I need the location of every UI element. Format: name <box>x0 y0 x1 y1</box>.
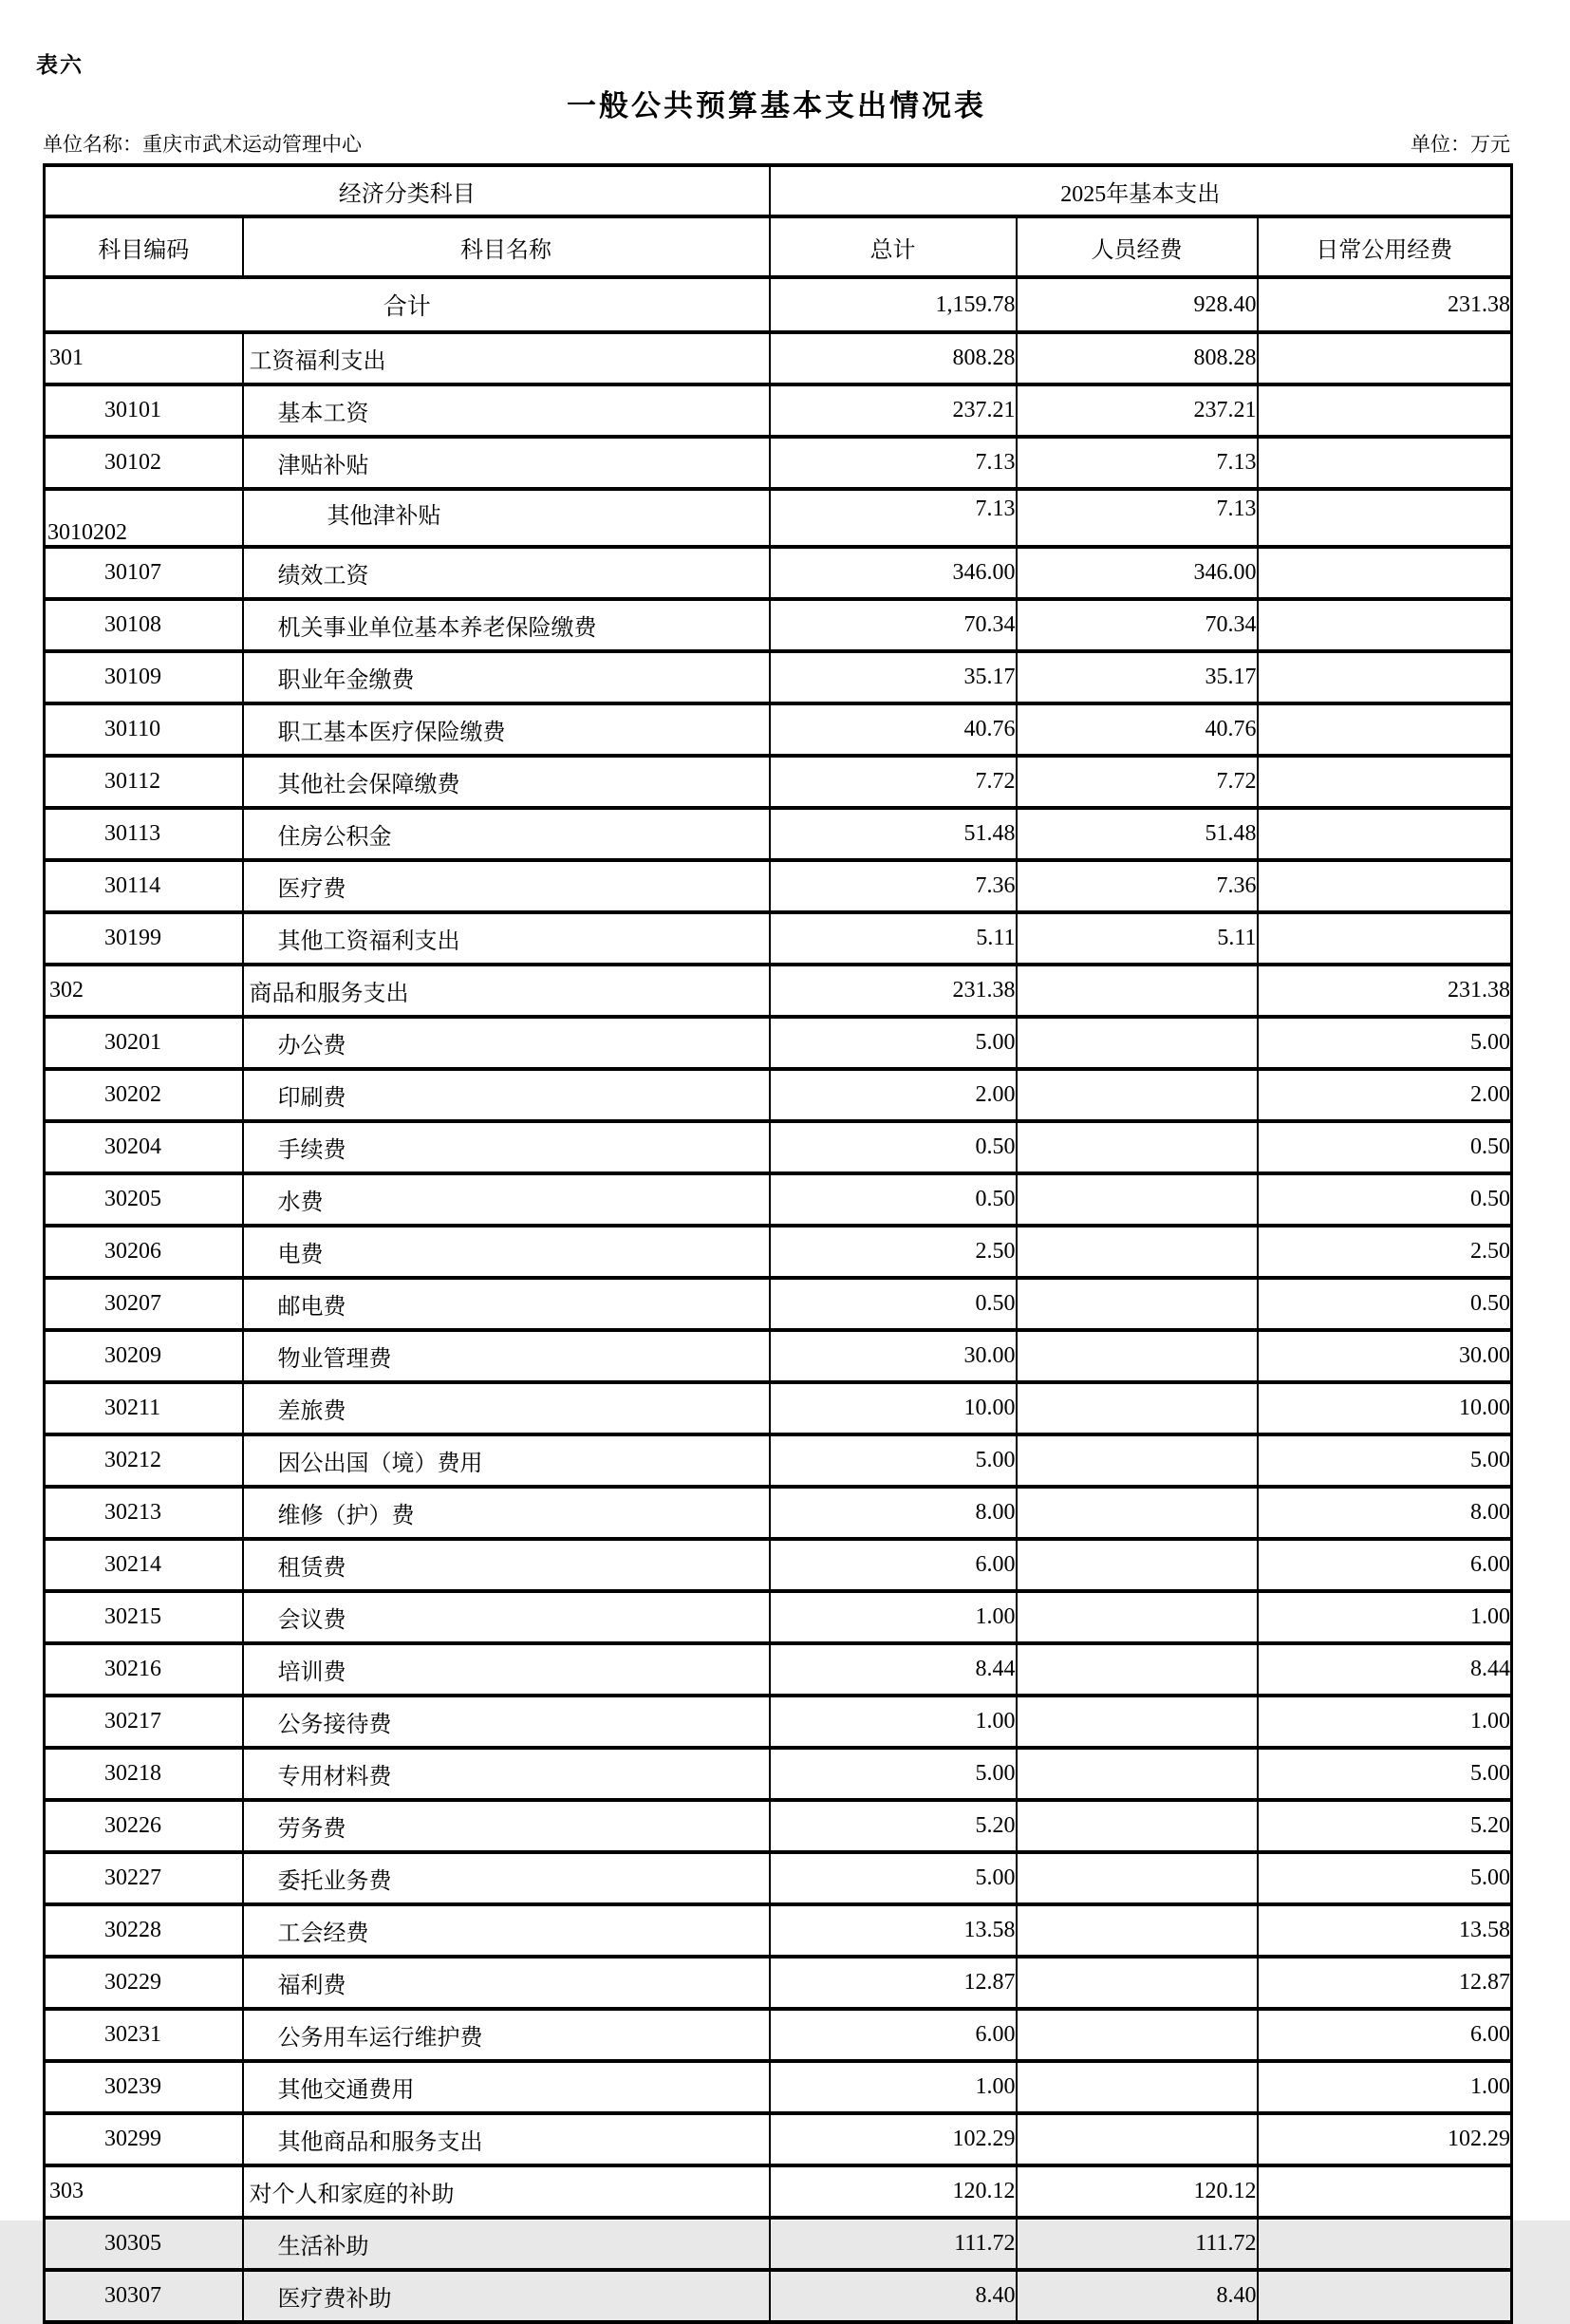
daily-cell: 231.38 <box>1258 965 1512 1017</box>
unit-of-measure-label: 单位：万元 <box>1411 133 1510 156</box>
personnel-cell: 111.72 <box>1017 2218 1258 2270</box>
subject-code-cell: 30299 <box>45 2113 243 2165</box>
subject-code-cell: 30305 <box>45 2218 243 2270</box>
total-cell: 120.12 <box>770 2165 1017 2218</box>
daily-cell <box>1258 703 1512 756</box>
subject-name-cell: 住房公积金 <box>243 808 770 860</box>
subject-name-cell: 绩效工资 <box>243 547 770 599</box>
personnel-cell <box>1017 1643 1258 1696</box>
subject-name-cell: 生活补助 <box>243 2218 770 2270</box>
subject-name-cell: 办公费 <box>243 1017 770 1069</box>
table-body <box>45 277 1512 2322</box>
subject-code-cell: 30206 <box>45 1226 243 1278</box>
daily-cell: 8.00 <box>1258 1487 1512 1539</box>
subject-name-cell: 其他津补贴 <box>243 489 770 547</box>
table-row <box>45 1121 1512 1173</box>
daily-cell: 13.58 <box>1258 1904 1512 1957</box>
daily-cell: 10.00 <box>1258 1382 1512 1434</box>
table-row <box>45 1330 1512 1382</box>
personnel-cell: 120.12 <box>1017 2165 1258 2218</box>
subject-code-cell: 30212 <box>45 1434 243 1487</box>
subject-code-cell: 30239 <box>45 2061 243 2113</box>
table-row <box>45 1434 1512 1487</box>
total-cell: 6.00 <box>770 1539 1017 1591</box>
table-row <box>45 1382 1512 1434</box>
grand-total-label: 合计 <box>45 277 770 332</box>
subject-name-cell: 维修（护）费 <box>243 1487 770 1539</box>
daily-cell <box>1258 860 1512 912</box>
personnel-cell <box>1017 1957 1258 2009</box>
table-row <box>45 1017 1512 1069</box>
table-row <box>45 912 1512 965</box>
header-2025-basic-expenditure: 2025年基本支出 <box>770 165 1512 216</box>
daily-cell: 5.00 <box>1258 1017 1512 1069</box>
subject-name-cell: 医疗费补助 <box>243 2270 770 2322</box>
personnel-cell <box>1017 1330 1258 1382</box>
total-cell: 5.00 <box>770 1434 1017 1487</box>
daily-cell <box>1258 489 1512 547</box>
subject-name-cell: 机关事业单位基本养老保险缴费 <box>243 599 770 651</box>
total-cell: 8.40 <box>770 2270 1017 2322</box>
table-row <box>45 384 1512 437</box>
header-subject-code: 科目编码 <box>45 216 243 277</box>
personnel-cell <box>1017 2009 1258 2061</box>
subject-code-cell: 30209 <box>45 1330 243 1382</box>
total-cell: 7.72 <box>770 756 1017 808</box>
personnel-cell <box>1017 1382 1258 1434</box>
personnel-cell <box>1017 1017 1258 1069</box>
subject-name-cell: 其他社会保障缴费 <box>243 756 770 808</box>
header-economic-classification: 经济分类科目 <box>45 165 770 216</box>
total-cell: 7.13 <box>770 489 1017 547</box>
subject-code-cell: 30112 <box>45 756 243 808</box>
subject-name-cell: 医疗费 <box>243 860 770 912</box>
personnel-cell: 346.00 <box>1017 547 1258 599</box>
subject-code-cell: 303 <box>45 2165 243 2218</box>
total-cell: 102.29 <box>770 2113 1017 2165</box>
subject-name-cell: 福利费 <box>243 1957 770 2009</box>
subject-name-cell: 印刷费 <box>243 1069 770 1121</box>
table-row <box>45 1173 1512 1226</box>
total-cell: 346.00 <box>770 547 1017 599</box>
subject-name-cell: 对个人和家庭的补助 <box>243 2165 770 2218</box>
daily-cell <box>1258 808 1512 860</box>
daily-cell: 102.29 <box>1258 2113 1512 2165</box>
subject-code-cell: 30216 <box>45 1643 243 1696</box>
subject-code-cell: 30109 <box>45 651 243 703</box>
total-cell: 5.00 <box>770 1017 1017 1069</box>
page-title: 一般公共预算基本支出情况表 <box>567 89 986 122</box>
daily-cell: 5.00 <box>1258 1434 1512 1487</box>
header-total: 总计 <box>770 216 1017 277</box>
table-row <box>45 1696 1512 1748</box>
subject-name-cell: 因公出国（境）费用 <box>243 1434 770 1487</box>
table-row <box>45 2218 1512 2270</box>
daily-cell <box>1258 2218 1512 2270</box>
personnel-cell <box>1017 965 1258 1017</box>
daily-cell: 12.87 <box>1258 1957 1512 2009</box>
personnel-cell <box>1017 1539 1258 1591</box>
subject-code-cell: 30231 <box>45 2009 243 2061</box>
subject-code-cell: 30227 <box>45 1852 243 1904</box>
subject-name-cell: 租赁费 <box>243 1539 770 1591</box>
total-cell: 51.48 <box>770 808 1017 860</box>
total-cell: 7.13 <box>770 437 1017 489</box>
total-cell: 70.34 <box>770 599 1017 651</box>
personnel-cell <box>1017 1696 1258 1748</box>
subject-name-cell: 工会经费 <box>243 1904 770 1957</box>
subject-name-cell: 劳务费 <box>243 1800 770 1852</box>
total-cell: 5.11 <box>770 912 1017 965</box>
personnel-cell <box>1017 1852 1258 1904</box>
grand-total-total: 1,159.78 <box>770 277 1017 332</box>
daily-cell: 2.00 <box>1258 1069 1512 1121</box>
meta-row <box>43 129 1510 158</box>
total-cell: 40.76 <box>770 703 1017 756</box>
table-row <box>45 547 1512 599</box>
daily-cell <box>1258 437 1512 489</box>
total-cell: 2.00 <box>770 1069 1017 1121</box>
subject-name-cell: 差旅费 <box>243 1382 770 1434</box>
table-row <box>45 1591 1512 1643</box>
personnel-cell <box>1017 2061 1258 2113</box>
personnel-cell <box>1017 1278 1258 1330</box>
subject-code-cell: 30211 <box>45 1382 243 1434</box>
subject-code-cell: 30213 <box>45 1487 243 1539</box>
subject-name-cell: 专用材料费 <box>243 1748 770 1800</box>
subject-code-cell: 30218 <box>45 1748 243 1800</box>
total-cell: 808.28 <box>770 332 1017 384</box>
total-cell: 5.00 <box>770 1852 1017 1904</box>
subject-code-cell: 30108 <box>45 599 243 651</box>
total-cell: 10.00 <box>770 1382 1017 1434</box>
table-row <box>45 437 1512 489</box>
personnel-cell <box>1017 1069 1258 1121</box>
daily-cell: 0.50 <box>1258 1278 1512 1330</box>
daily-cell: 0.50 <box>1258 1173 1512 1226</box>
personnel-cell: 237.21 <box>1017 384 1258 437</box>
total-cell: 13.58 <box>770 1904 1017 1957</box>
personnel-cell <box>1017 1121 1258 1173</box>
table-row <box>45 599 1512 651</box>
daily-cell: 0.50 <box>1258 1121 1512 1173</box>
total-cell: 8.44 <box>770 1643 1017 1696</box>
total-cell: 2.50 <box>770 1226 1017 1278</box>
table-row <box>45 756 1512 808</box>
personnel-cell: 7.13 <box>1017 437 1258 489</box>
header-group-row <box>45 165 1512 216</box>
grand-total-row <box>45 277 1512 332</box>
personnel-cell <box>1017 1434 1258 1487</box>
personnel-cell <box>1017 1800 1258 1852</box>
subject-name-cell: 水费 <box>243 1173 770 1226</box>
subject-name-cell: 公务用车运行维护费 <box>243 2009 770 2061</box>
subject-code-cell: 30205 <box>45 1173 243 1226</box>
subject-code-cell: 30101 <box>45 384 243 437</box>
subject-name-cell: 基本工资 <box>243 384 770 437</box>
table-row <box>45 1852 1512 1904</box>
subject-code-cell: 30113 <box>45 808 243 860</box>
total-cell: 1.00 <box>770 1696 1017 1748</box>
personnel-cell: 70.34 <box>1017 599 1258 651</box>
daily-cell: 6.00 <box>1258 2009 1512 2061</box>
table-row <box>45 1226 1512 1278</box>
table-row <box>45 1957 1512 2009</box>
header-subject-name: 科目名称 <box>243 216 770 277</box>
daily-cell: 5.00 <box>1258 1852 1512 1904</box>
subject-name-cell: 其他商品和服务支出 <box>243 2113 770 2165</box>
subject-name-cell: 其他交通费用 <box>243 2061 770 2113</box>
total-cell: 30.00 <box>770 1330 1017 1382</box>
subject-code-cell: 30307 <box>45 2270 243 2322</box>
table-row <box>45 1643 1512 1696</box>
header-daily-public-funds: 日常公用经费 <box>1258 216 1512 277</box>
table-header <box>45 165 1512 277</box>
daily-cell <box>1258 912 1512 965</box>
table-row <box>45 1748 1512 1800</box>
daily-cell <box>1258 2165 1512 2218</box>
subject-code-cell: 30207 <box>45 1278 243 1330</box>
table-row <box>45 808 1512 860</box>
daily-cell <box>1258 2270 1512 2322</box>
table-row <box>45 965 1512 1017</box>
subject-code-cell: 30110 <box>45 703 243 756</box>
table-row <box>45 1539 1512 1591</box>
subject-name-cell: 商品和服务支出 <box>243 965 770 1017</box>
subject-code-cell: 30226 <box>45 1800 243 1852</box>
table-row <box>45 2165 1512 2218</box>
daily-cell: 6.00 <box>1258 1539 1512 1591</box>
table-row <box>45 2113 1512 2165</box>
subject-name-cell: 其他工资福利支出 <box>243 912 770 965</box>
personnel-cell: 7.36 <box>1017 860 1258 912</box>
subject-name-cell: 电费 <box>243 1226 770 1278</box>
grand-total-daily: 231.38 <box>1258 277 1512 332</box>
table-row <box>45 1800 1512 1852</box>
personnel-cell <box>1017 1487 1258 1539</box>
subject-name-cell: 职工基本医疗保险缴费 <box>243 703 770 756</box>
total-cell: 111.72 <box>770 2218 1017 2270</box>
subject-name-cell: 物业管理费 <box>243 1330 770 1382</box>
personnel-cell: 40.76 <box>1017 703 1258 756</box>
total-cell: 231.38 <box>770 965 1017 1017</box>
subject-name-cell: 津贴补贴 <box>243 437 770 489</box>
personnel-cell <box>1017 1591 1258 1643</box>
subject-name-cell: 职业年金缴费 <box>243 651 770 703</box>
total-cell: 1.00 <box>770 2061 1017 2113</box>
subject-name-cell: 会议费 <box>243 1591 770 1643</box>
daily-cell: 1.00 <box>1258 1696 1512 1748</box>
subject-code-cell: 301 <box>45 332 243 384</box>
subject-code-cell: 30204 <box>45 1121 243 1173</box>
table-row <box>45 1278 1512 1330</box>
subject-code-cell: 30214 <box>45 1539 243 1591</box>
personnel-cell <box>1017 2113 1258 2165</box>
total-cell: 0.50 <box>770 1173 1017 1226</box>
total-cell: 35.17 <box>770 651 1017 703</box>
subject-code-cell: 30228 <box>45 1904 243 1957</box>
total-cell: 7.36 <box>770 860 1017 912</box>
daily-cell: 1.00 <box>1258 1591 1512 1643</box>
grand-total-personnel: 928.40 <box>1017 277 1258 332</box>
daily-cell <box>1258 756 1512 808</box>
daily-cell <box>1258 651 1512 703</box>
total-cell: 1.00 <box>770 1591 1017 1643</box>
unit-name-label: 单位名称：重庆市武术运动管理中心 <box>43 133 362 156</box>
total-cell: 0.50 <box>770 1278 1017 1330</box>
table-row <box>45 703 1512 756</box>
subject-name-cell: 培训费 <box>243 1643 770 1696</box>
personnel-cell: 7.72 <box>1017 756 1258 808</box>
total-cell: 5.20 <box>770 1800 1017 1852</box>
personnel-cell: 808.28 <box>1017 332 1258 384</box>
subject-code-cell: 30202 <box>45 1069 243 1121</box>
table-row <box>45 860 1512 912</box>
table-row <box>45 1904 1512 1957</box>
table-row <box>45 651 1512 703</box>
table-row <box>45 2061 1512 2113</box>
subject-code-cell: 30114 <box>45 860 243 912</box>
daily-cell <box>1258 599 1512 651</box>
table-row <box>45 2270 1512 2322</box>
daily-cell: 2.50 <box>1258 1226 1512 1278</box>
sheet-label: 表六 <box>36 53 84 77</box>
subject-name-cell: 委托业务费 <box>243 1852 770 1904</box>
subject-code-cell: 30102 <box>45 437 243 489</box>
personnel-cell: 51.48 <box>1017 808 1258 860</box>
personnel-cell: 5.11 <box>1017 912 1258 965</box>
personnel-cell: 8.40 <box>1017 2270 1258 2322</box>
total-cell: 237.21 <box>770 384 1017 437</box>
total-cell: 8.00 <box>770 1487 1017 1539</box>
header-columns-row <box>45 216 1512 277</box>
personnel-cell <box>1017 1226 1258 1278</box>
table-row <box>45 1069 1512 1121</box>
daily-cell <box>1258 384 1512 437</box>
total-cell: 0.50 <box>770 1121 1017 1173</box>
personnel-cell: 7.13 <box>1017 489 1258 547</box>
daily-cell: 30.00 <box>1258 1330 1512 1382</box>
subject-code-cell: 30217 <box>45 1696 243 1748</box>
personnel-cell <box>1017 1748 1258 1800</box>
subject-name-cell: 工资福利支出 <box>243 332 770 384</box>
daily-cell: 5.00 <box>1258 1748 1512 1800</box>
table-row <box>45 332 1512 384</box>
subject-code-cell: 30215 <box>45 1591 243 1643</box>
daily-cell <box>1258 547 1512 599</box>
daily-cell: 5.20 <box>1258 1800 1512 1852</box>
table-row <box>45 2009 1512 2061</box>
daily-cell: 8.44 <box>1258 1643 1512 1696</box>
total-cell: 5.00 <box>770 1748 1017 1800</box>
subject-name-cell: 手续费 <box>243 1121 770 1173</box>
subject-name-cell: 公务接待费 <box>243 1696 770 1748</box>
daily-cell: 1.00 <box>1258 2061 1512 2113</box>
subject-code-cell: 30229 <box>45 1957 243 2009</box>
table-row <box>45 1487 1512 1539</box>
subject-code-cell: 302 <box>45 965 243 1017</box>
daily-cell <box>1258 332 1512 384</box>
total-cell: 12.87 <box>770 1957 1017 2009</box>
total-cell: 6.00 <box>770 2009 1017 2061</box>
subject-code-cell: 30107 <box>45 547 243 599</box>
personnel-cell: 35.17 <box>1017 651 1258 703</box>
table-row <box>45 489 1512 547</box>
subject-name-cell: 邮电费 <box>243 1278 770 1330</box>
subject-code-cell: 30201 <box>45 1017 243 1069</box>
personnel-cell <box>1017 1173 1258 1226</box>
budget-table <box>43 163 1513 2324</box>
subject-code-cell: 30199 <box>45 912 243 965</box>
subject-code-cell: 3010202 <box>45 489 243 547</box>
header-personnel-funds: 人员经费 <box>1017 216 1258 277</box>
personnel-cell <box>1017 1904 1258 1957</box>
